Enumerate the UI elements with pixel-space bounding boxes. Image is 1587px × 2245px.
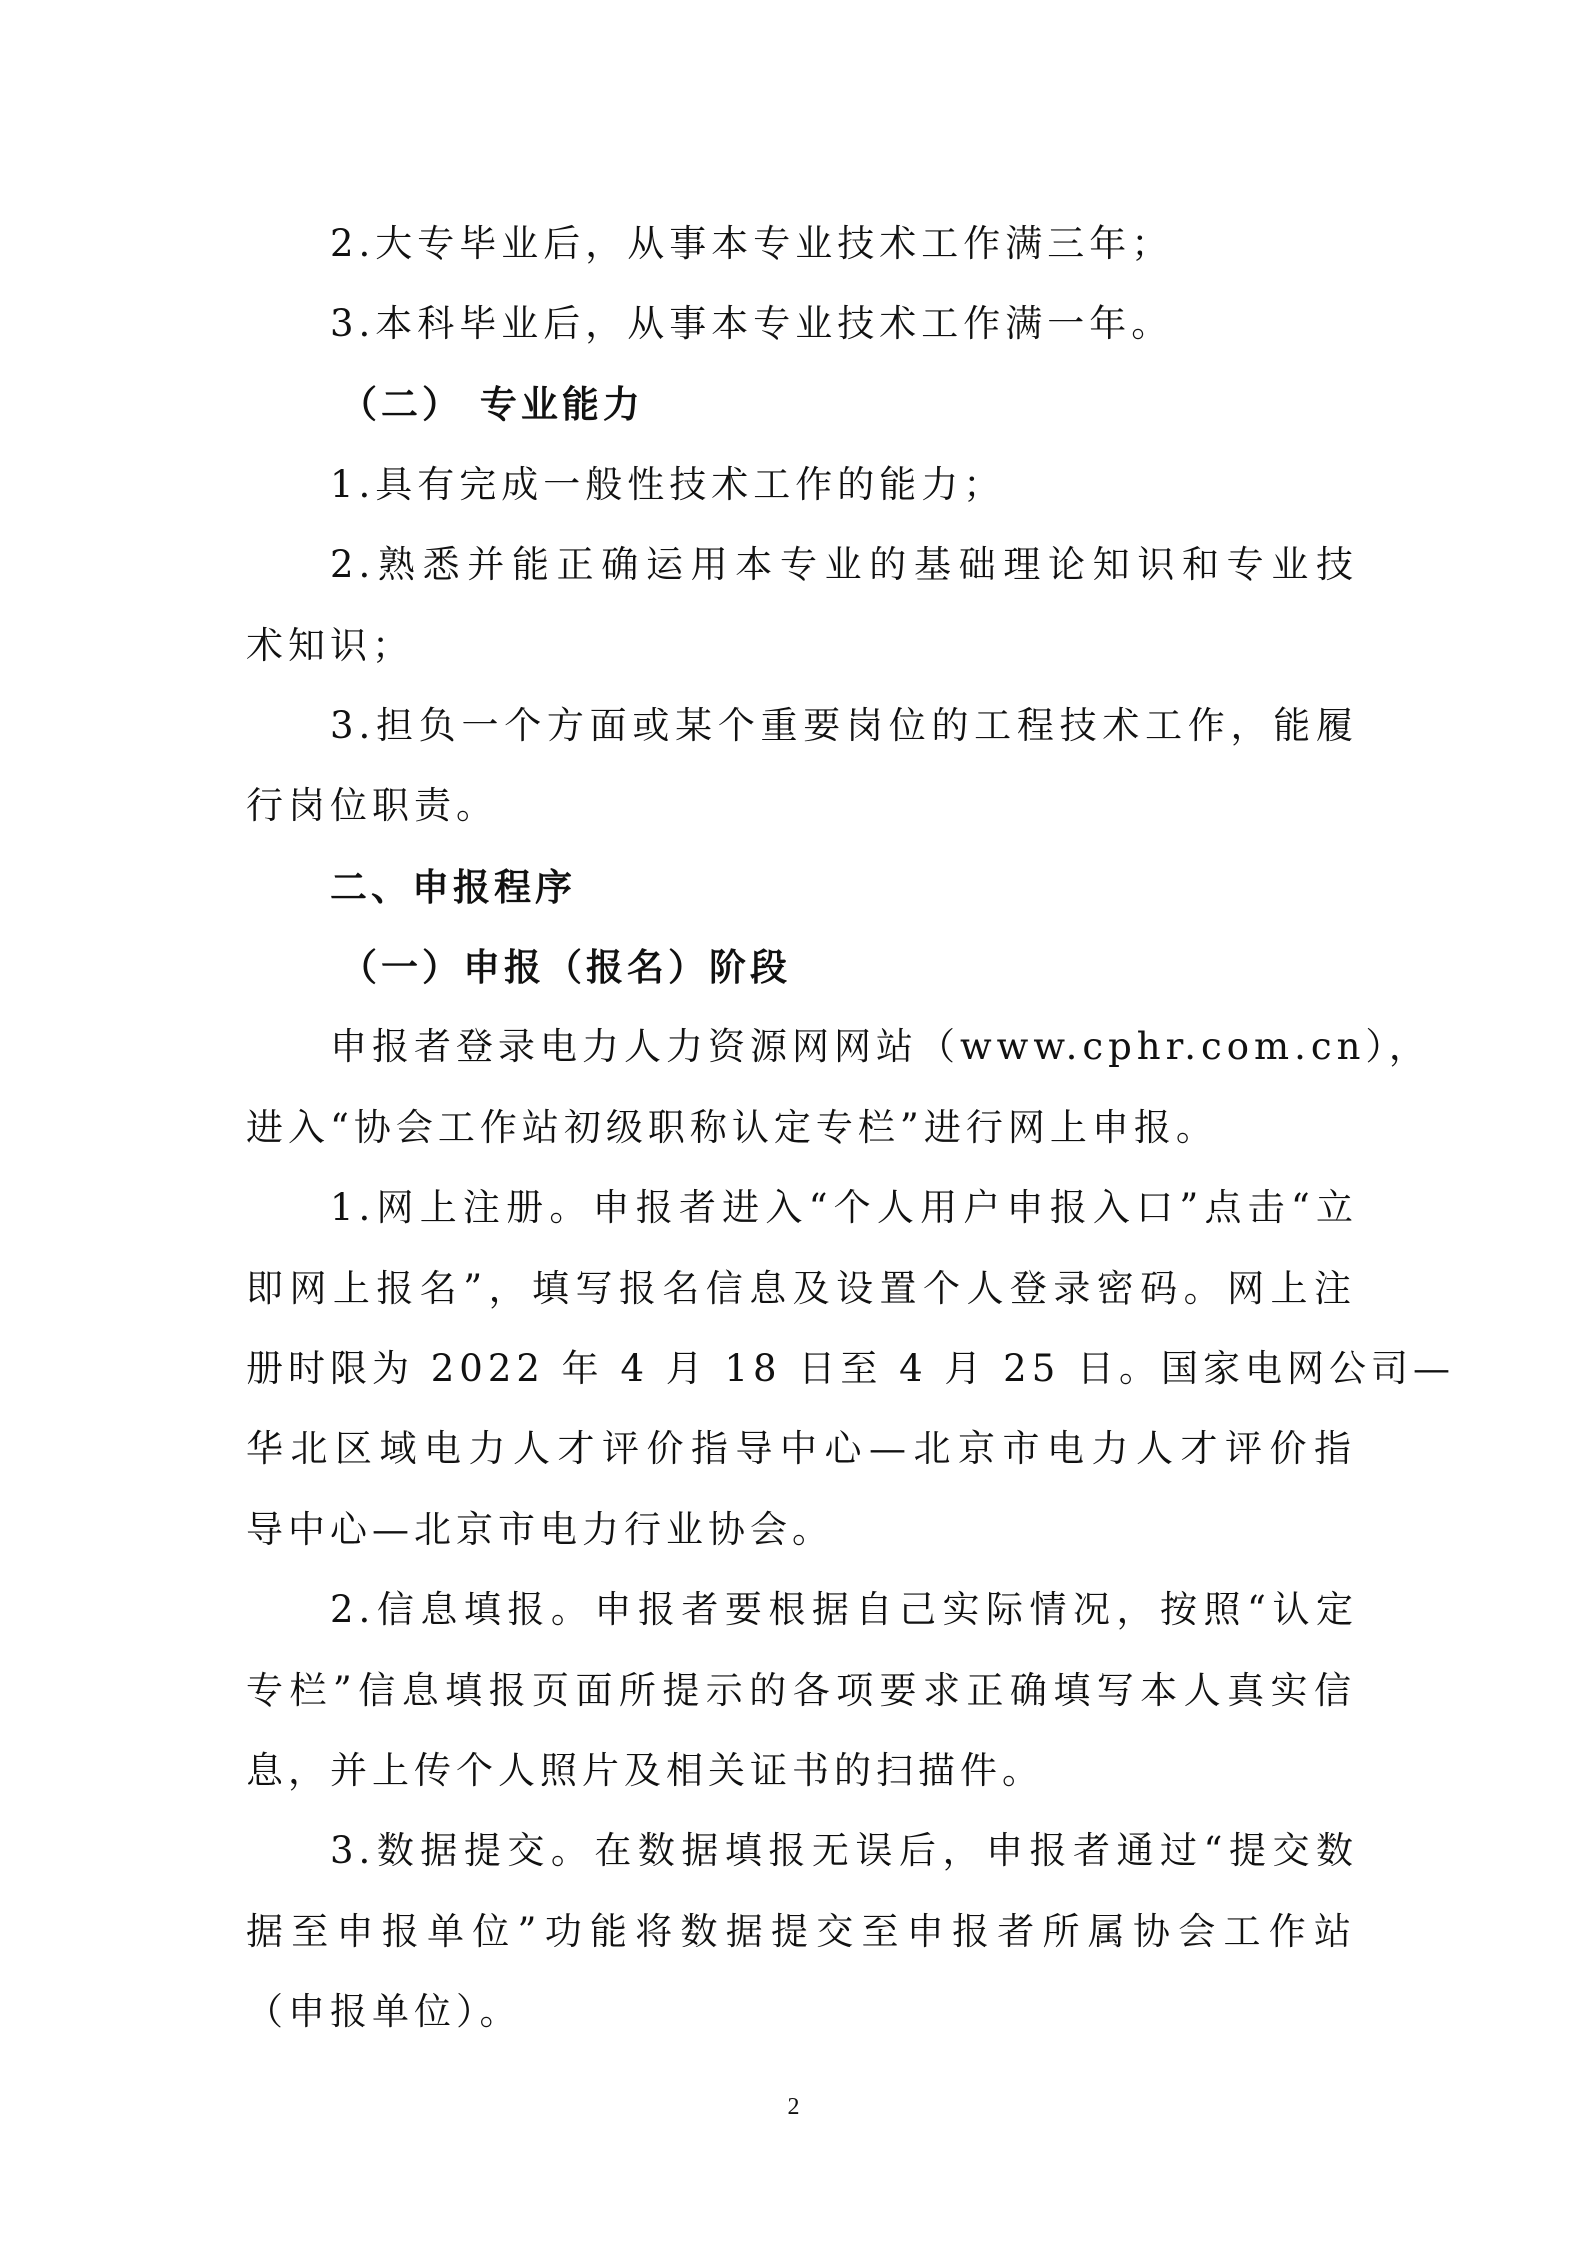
paragraph-line: 术知识； (246, 624, 414, 667)
paragraph-line: 3.本科毕业后，从事本专业技术工作满一年。 (330, 302, 1174, 345)
section-subheading: （二） 专业能力 (340, 382, 644, 426)
paragraph-line: 2.信息填报。申报者要根据自己实际情况，按照“认定 (330, 1588, 1358, 1631)
paragraph-line: 华北区域电力人才评价指导中心—北京市电力人才评价指 (246, 1427, 1356, 1470)
paragraph-line: 3.数据提交。在数据填报无误后，申报者通过“提交数 (330, 1829, 1358, 1872)
paragraph-line: 据至申报单位”功能将数据提交至申报者所属协会工作站 (246, 1910, 1356, 1953)
paragraph-line: 专栏”信息填报页面所提示的各项要求正确填写本人真实信 (246, 1669, 1356, 1712)
paragraph-line: 息，并上传个人照片及相关证书的扫描件。 (246, 1749, 1044, 1792)
paragraph-line: 行岗位职责。 (246, 784, 498, 827)
paragraph-line: 3.担负一个方面或某个重要岗位的工程技术工作，能履 (330, 704, 1358, 747)
paragraph-line: 册时限为 2022 年 4 月 18 日至 4 月 25 日。国家电网公司— (246, 1347, 1456, 1390)
section-subheading: （一）申报（报名）阶段 (340, 945, 791, 989)
paragraph-line: 即网上报名”，填写报名信息及设置个人登录密码。网上注 (246, 1267, 1356, 1310)
paragraph-line: 导中心—北京市电力行业协会。 (246, 1508, 834, 1551)
paragraph-line: 申报者登录电力人力资源网网站（www.cphr.com.cn）， (330, 1025, 1431, 1068)
paragraph-line: 进入“协会工作站初级职称认定专栏”进行网上申报。 (246, 1106, 1218, 1149)
section-heading: 二、申报程序 (330, 865, 576, 909)
paragraph-line: 1.具有完成一般性技术工作的能力； (330, 463, 1006, 506)
paragraph-line: （申报单位）。 (246, 1990, 522, 2033)
paragraph-line: 2.大专毕业后，从事本专业技术工作满三年； (330, 222, 1174, 265)
paragraph-line: 2.熟悉并能正确运用本专业的基础理论知识和专业技 (330, 543, 1358, 586)
paragraph-line: 1.网上注册。申报者进入“个人用户申报入口”点击“立 (330, 1186, 1358, 1229)
page-number: 2 (787, 2094, 800, 2120)
